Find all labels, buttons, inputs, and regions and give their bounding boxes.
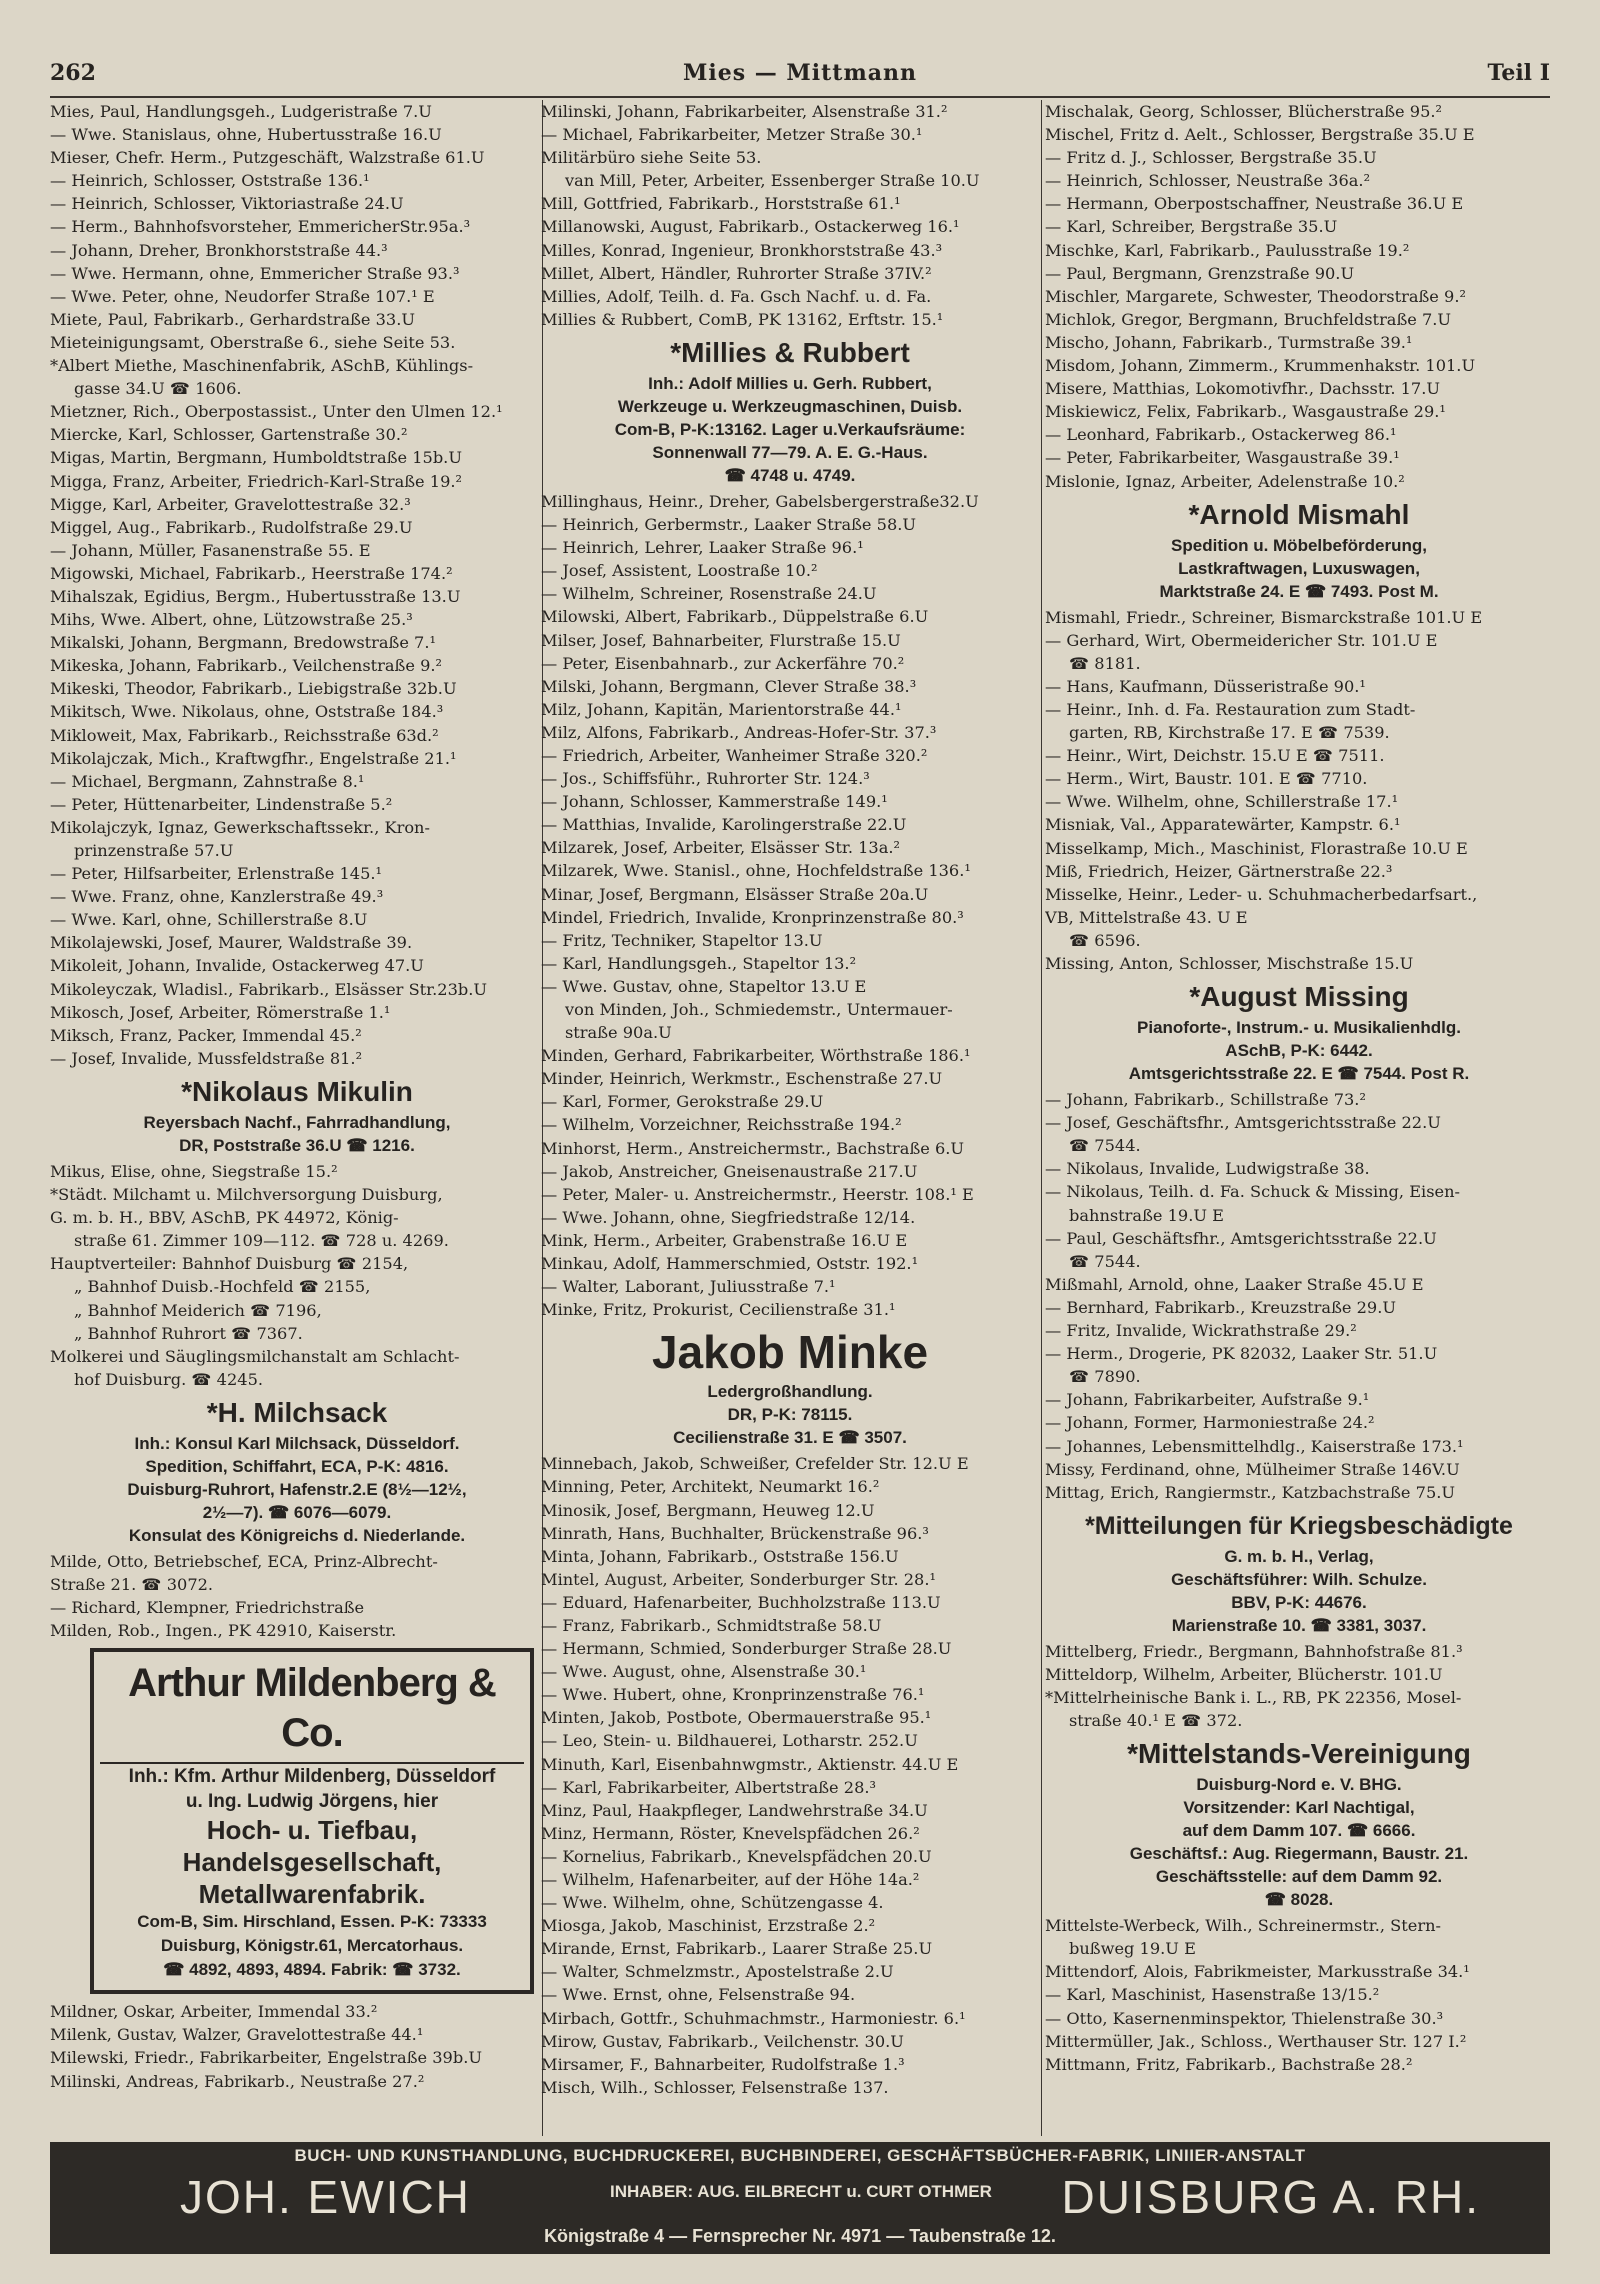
ad-title: *Arnold Mismahl	[1188, 498, 1410, 530]
directory-entry: Migowski, Michael, Fabrikarb., Heerstraße 174.²	[50, 563, 453, 583]
directory-entry: Minden, Gerhard, Fabrikarbeiter, Wörthstraße 186.¹	[541, 1046, 971, 1066]
directory-entry: Mischel, Fritz d. Aelt., Schlosser, Bergstraße 35.U E	[1045, 125, 1475, 145]
directory-entry: Milewski, Friedr., Fabrikarbeiter, Engelstraße 39b.U	[50, 2048, 482, 2068]
directory-entry: — Jakob, Anstreicher, Gneisenaustraße 217.U	[541, 1161, 918, 1181]
ad-title: Arthur Mildenberg & Co.	[100, 1658, 524, 1764]
directory-entry: Miete, Paul, Fabrikarb., Gerhardstraße 33.U	[50, 309, 416, 329]
ad-title: *Mittelstands-Vereinigung	[1127, 1738, 1471, 1770]
directory-entry: Minder, Heinrich, Werkmstr., Eschenstraße 27.U	[541, 1069, 943, 1089]
directory-entry: Militärbüro siehe Seite 53.	[541, 148, 762, 168]
directory-entry: — Wwe. Hubert, ohne, Kronprinzenstraße 76.¹	[541, 1685, 925, 1705]
directory-entry: — Paul, Geschäftsfhr., Amtsgerichtsstraße 22.U	[1045, 1228, 1437, 1248]
directory-entry: — Peter, Maler- u. Anstreichermstr., Heerstr. 108.¹ E	[541, 1184, 974, 1204]
ad-line: Sonnenwall 77—79. A. E. G.-Haus.	[652, 442, 928, 462]
ad-line: u. Ing. Ludwig Jörgens, hier	[185, 1791, 439, 1813]
directory-entry: Minnebach, Jakob, Schweißer, Crefelder Str. 12.U E	[541, 1454, 969, 1474]
directory-entry: — Wwe. Hermann, ohne, Emmericher Straße 93.³	[50, 263, 460, 283]
ad-line: Spedition, Schiffahrt, ECA, P-K: 4816.	[145, 1456, 449, 1476]
directory-entry: Mihs, Wwe. Albert, ohne, Lützowstraße 25.³	[50, 610, 413, 630]
directory-entry: Mittelberg, Friedr., Bergmann, Bahnhofstraße 81.³	[1045, 1641, 1463, 1661]
ad-line: Konsulat des Königreichs d. Niederlande.	[128, 1525, 466, 1545]
directory-entry: — Heinrich, Schlosser, Viktoriastraße 24.U	[50, 194, 404, 214]
entry-list	[1045, 1088, 1553, 1504]
directory-entry: Miß, Friedrich, Heizer, Gärtnerstraße 22.³	[1045, 861, 1393, 881]
directory-entry: — Fritz d. J., Schlosser, Bergstraße 35.U	[1045, 148, 1377, 168]
directory-entry: — Heinrich, Schlosser, Oststraße 136.¹	[50, 171, 370, 191]
directory-entry: Mikosch, Josef, Arbeiter, Römerstraße 1.¹	[50, 1002, 391, 1022]
ad-line: Lastkraftwagen, Luxuswagen,	[1178, 558, 1420, 578]
ad-line: Inh.: Kfm. Arthur Mildenberg, Düsseldorf	[128, 1766, 496, 1788]
page-range-title: Mies — Mittmann	[683, 60, 917, 86]
directory-entry: Mietzner, Rich., Oberpostassist., Unter den Ulmen 12.¹	[50, 402, 503, 422]
directory-entry: Mischler, Margarete, Schwester, Theodorstraße 9.²	[1045, 286, 1466, 306]
directory-entry: — Johann, Fabrikarb., Schillstraße 73.²	[1045, 1090, 1366, 1110]
directory-entry: Mies, Paul, Handlungsgeh., Ludgeristraße 7.U	[50, 102, 432, 121]
ad-line: Duisburg-Ruhrort, Hafenstr.2.E (8½—12½,	[127, 1479, 467, 1499]
directory-entry: Milz, Johann, Kapitän, Marientorstraße 44.¹	[541, 699, 902, 719]
directory-entry: Mischalak, Georg, Schlosser, Blücherstraße 95.²	[1045, 102, 1443, 121]
directory-entry: Minke, Fritz, Prokurist, Cecilienstraße 31.¹	[541, 1300, 896, 1320]
ad-line: Com-B, P-K:13162. Lager u.Verkaufsräume:	[614, 419, 966, 439]
entry-list	[1045, 606, 1553, 976]
directory-entry: — Heinrich, Lehrer, Laaker Straße 96.¹	[541, 538, 864, 558]
directory-entry: — Richard, Klempner, Friedrichstraße	[50, 1598, 365, 1618]
directory-entry: — Eduard, Hafenarbeiter, Buchholzstraße 113.U	[541, 1592, 941, 1612]
directory-entry: Millies & Rubbert, ComB, PK 13162, Erftstr. 15.¹	[541, 309, 944, 329]
ad-mildenberg	[90, 1648, 534, 1994]
entry-list	[541, 100, 1039, 331]
directory-entry: Misdom, Johann, Zimmerm., Krummenhakstr. 101.U	[1045, 356, 1476, 376]
directory-entry: Mikus, Elise, ohne, Siegstraße 15.²	[50, 1161, 338, 1181]
directory-entry: — Wwe. Wilhelm, ohne, Schützengasse 4.	[541, 1893, 884, 1913]
directory-entry: — Herm., Bahnhofsvorsteher, EmmericherStr.95a.³	[50, 217, 471, 237]
entry-list	[50, 1160, 544, 1391]
entry-list	[1045, 1914, 1553, 2076]
directory-entry: — Wwe. Franz, ohne, Kanzlerstraße 49.³	[50, 887, 384, 907]
ad-line: Inh.: Konsul Karl Milchsack, Düsseldorf.	[134, 1433, 460, 1453]
ad-line: Marienstraße 10. ☎ 3381, 3037.	[1171, 1615, 1427, 1635]
directory-entry: — Josef, Invalide, Mussfeldstraße 81.²	[50, 1048, 363, 1068]
entry-list	[1045, 100, 1553, 493]
directory-entry: VB, Mittelstraße 43. U E	[1045, 907, 1248, 927]
directory-entry: — Heinrich, Schlosser, Neustraße 36a.²	[1045, 171, 1371, 191]
directory-entry: Missing, Anton, Schlosser, Mischstraße 15.U	[1045, 954, 1414, 973]
ad-line: ☎ 4892, 4893, 4894. Fabrik: ☎ 3732.	[163, 1960, 461, 1980]
directory-entry: — Leonhard, Fabrikarb., Ostackerweg 86.¹	[1045, 425, 1397, 445]
directory-entry: Migge, Karl, Arbeiter, Gravelottestraße 32.³	[50, 494, 411, 514]
directory-entry: gasse 34.U ☎ 1606.	[74, 379, 242, 399]
ad-mittelstand	[1045, 1732, 1553, 1914]
directory-entry: bußweg 19.U E	[1069, 1939, 1196, 1959]
ad-line: Cecilienstraße 31. E ☎ 3507.	[673, 1428, 907, 1448]
ad-title: *H. Milchsack	[206, 1396, 388, 1428]
directory-entry: Mittermüller, Jak., Schloss., Werthauser Str. 127 I.²	[1045, 2031, 1467, 2051]
directory-entry: Mikolajczyk, Ignaz, Gewerkschaftssekr., Kron-	[50, 817, 430, 837]
directory-entry: — Johann, Dreher, Bronkhorststraße 44.³	[50, 240, 388, 260]
directory-entry: Mirow, Gustav, Fabrikarb., Veilchenstr. 30.U	[541, 2031, 904, 2051]
entry-list	[541, 1452, 1039, 2099]
directory-entry: — Paul, Bergmann, Grenzstraße 90.U	[1045, 263, 1355, 283]
directory-entry: Miosga, Jakob, Maschinist, Erzstraße 2.²	[541, 1916, 876, 1936]
directory-entry: von Minden, Joh., Schmiedemstr., Untermauer-	[565, 1000, 953, 1019]
directory-entry: — Peter, Fabrikarbeiter, Wasgaustraße 39.¹	[1045, 448, 1400, 468]
directory-entry: — Wwe. Peter, ohne, Neudorfer Straße 107.¹ E	[50, 286, 435, 306]
directory-entry: Misselkamp, Mich., Maschinist, Florastraße 10.U E	[1045, 838, 1468, 858]
directory-entry: — Franz, Fabrikarb., Schmidtstraße 58.U	[541, 1615, 882, 1635]
directory-entry: Mikitsch, Wwe. Nikolaus, ohne, Oststraße 184.³	[50, 702, 444, 722]
entry-list	[50, 2000, 544, 2092]
directory-entry: — Otto, Kasernenminspektor, Thielenstraße 30.³	[1045, 2008, 1444, 2028]
directory-entry: Mittendorf, Alois, Fabrikmeister, Markusstraße 34.¹	[1045, 1962, 1470, 1982]
ad-line: Handelsgesellschaft,	[182, 1847, 442, 1878]
ad-line: Amtsgerichtsstraße 22. E ☎ 7544. Post R.	[1128, 1064, 1470, 1084]
directory-entry: — Peter, Hilfsarbeiter, Erlenstraße 145.¹	[50, 864, 383, 884]
ad-minke	[541, 1321, 1039, 1452]
directory-entry: Millinghaus, Heinr., Dreher, Gabelsbergerstraße32.U	[541, 491, 979, 511]
directory-entry: — Wilhelm, Hafenarbeiter, auf der Höhe 14a.²	[541, 1870, 920, 1889]
footer-advertisement	[50, 2142, 1550, 2254]
directory-entry: Mittelste-Werbeck, Wilh., Schreinermstr., Stern-	[1045, 1916, 1441, 1936]
ad-line: ASchB, P-K: 6442.	[1225, 1041, 1373, 1061]
ad-milchsack	[50, 1391, 544, 1550]
directory-entry: Miggel, Aug., Fabrikarb., Rudolfstraße 29.U	[50, 517, 413, 537]
directory-entry: Milles, Konrad, Ingenieur, Bronkhorststraße 43.³	[541, 240, 943, 260]
directory-entry: straße 90a.U	[565, 1023, 672, 1043]
ad-line: G. m. b. H., Verlag,	[1224, 1546, 1374, 1566]
directory-entry: Mildner, Oskar, Arbeiter, Immendal 33.²	[50, 2002, 378, 2022]
directory-entry: Milinski, Johann, Fabrikarbeiter, Alsenstraße 31.²	[541, 102, 948, 121]
directory-entry: „ Bahnhof Meiderich ☎ 7196,	[74, 1300, 322, 1320]
directory-entry: — Hermann, Oberpostschaffner, Neustraße 36.U E	[1045, 194, 1464, 214]
directory-entry: Mindel, Friedrich, Invalide, Kronprinzenstraße 80.³	[541, 907, 964, 927]
directory-entry: — Fritz, Invalide, Wickrathstraße 29.²	[1045, 1321, 1357, 1341]
directory-entry: Missy, Ferdinand, ohne, Mülheimer Straße 146V.U	[1045, 1459, 1460, 1479]
directory-entry: Mismahl, Friedr., Schreiner, Bismarckstraße 101.U E	[1045, 607, 1483, 627]
page-header	[50, 58, 1550, 98]
ad-line: ☎ 8028.	[1264, 1890, 1334, 1910]
footer-city: DUISBURG A. RH.	[1061, 2171, 1480, 2223]
ad-line: Marktstraße 24. E ☎ 7493. Post M.	[1159, 581, 1439, 601]
ad-line: Ledergroßhandlung.	[707, 1382, 873, 1402]
directory-entry: ☎ 6596.	[1069, 930, 1141, 950]
column-3	[1045, 100, 1553, 2136]
ad-line: 2½—7). ☎ 6076—6079.	[202, 1502, 392, 1522]
directory-entry: — Peter, Eisenbahnarb., zur Ackerfähre 70.²	[541, 653, 905, 673]
directory-entry: Mikloweit, Max, Fabrikarb., Reichsstraße 63d.²	[50, 725, 439, 745]
directory-entry: — Wwe. Karl, ohne, Schillerstraße 8.U	[50, 910, 368, 930]
footer-company-name: JOH. EWICH	[180, 2171, 471, 2223]
directory-entry: Migga, Franz, Arbeiter, Friedrich-Karl-Straße 19.²	[50, 471, 463, 491]
directory-entry: Mieteinigungsamt, Oberstraße 6., siehe Seite 53.	[50, 332, 456, 352]
directory-entry: — Wilhelm, Vorzeichner, Reichsstraße 194.²	[541, 1115, 902, 1135]
directory-entry: Mikolajewski, Josef, Maurer, Waldstraße 39.	[50, 933, 413, 953]
directory-entry: — Johann, Former, Harmoniestraße 24.²	[1045, 1413, 1375, 1433]
ad-title: *August Missing	[1189, 981, 1409, 1013]
ad-title: *Nikolaus Mikulin	[181, 1075, 413, 1107]
ad-line: DR, P-K: 78115.	[727, 1405, 853, 1425]
ad-millies-rubbert	[541, 331, 1039, 490]
directory-entry: Minta, Johann, Fabrikarb., Oststraße 156.U	[541, 1546, 899, 1566]
directory-entry: Mieser, Chefr. Herm., Putzgeschäft, Walzstraße 61.U	[50, 148, 485, 168]
directory-entry: Mill, Gottfried, Fabrikarb., Horststraße 61.¹	[541, 194, 901, 214]
column-rule	[1041, 100, 1042, 2136]
directory-entry: Misselke, Heinr., Leder- u. Schuhmacherbedarfsart.,	[1045, 884, 1478, 904]
directory-entry: Milzarek, Wwe. Stanisl., ohne, Hochfeldstraße 136.¹	[541, 861, 971, 881]
directory-entry: Miksch, Franz, Packer, Immendal 45.²	[50, 1025, 362, 1045]
directory-entry: Molkerei und Säuglingsmilchanstalt am Schlacht-	[50, 1346, 460, 1366]
column-1	[50, 100, 544, 2136]
directory-entry: Milzarek, Josef, Arbeiter, Elsässer Str. 13a.²	[541, 838, 900, 858]
directory-entry: Mikolajczak, Mich., Kraftwgfhr., Engelstraße 21.¹	[50, 748, 457, 768]
directory-entry: Misch, Wilh., Schlosser, Felsenstraße 137.	[541, 2077, 889, 2097]
directory-entry: — Josef, Assistent, Loostraße 10.²	[541, 561, 818, 581]
directory-entry: — Wwe. Johann, ohne, Siegfriedstraße 12/14.	[541, 1207, 916, 1227]
footer-address: Königstraße 4 — Fernsprecher Nr. 4971 — Taubenstraße 12.	[544, 2226, 1056, 2246]
directory-entry: — Johann, Schlosser, Kammerstraße 149.¹	[541, 792, 888, 812]
directory-entry: Milski, Johann, Bergmann, Clever Straße 38.³	[541, 676, 917, 696]
directory-entry: — Johann, Müller, Fasanenstraße 55. E	[50, 540, 371, 560]
directory-entry: Milser, Josef, Bahnarbeiter, Flurstraße 15.U	[541, 630, 901, 650]
directory-entry: — Kornelius, Fabrikarb., Knevelspfädchen 20.U	[541, 1846, 932, 1866]
directory-entry: Milenk, Gustav, Walzer, Gravelottestraße 44.¹	[50, 2025, 424, 2045]
directory-entry: — Michael, Fabrikarbeiter, Metzer Straße 30.¹	[541, 125, 923, 145]
footer-owners: INHABER: AUG. EILBRECHT u. CURT OTHMER	[610, 2182, 992, 2201]
directory-entry: — Fritz, Techniker, Stapeltor 13.U	[541, 930, 823, 950]
ad-line: ☎ 4748 u. 4749.	[724, 465, 856, 485]
directory-entry: Milinski, Andreas, Fabrikarb., Neustraße 27.²	[50, 2071, 425, 2091]
directory-entry: — Walter, Laborant, Juliusstraße 7.¹	[541, 1277, 836, 1297]
ad-line: DR, Poststraße 36.U ☎ 1216.	[179, 1135, 415, 1155]
ad-line: Duisburg, Königstr.61, Mercatorhaus.	[160, 1936, 464, 1956]
directory-entry: Millies, Adolf, Teilh. d. Fa. Gsch Nachf. u. d. Fa.	[541, 286, 932, 306]
directory-entry: — Wwe. Stanislaus, ohne, Hubertusstraße 16.U	[50, 125, 442, 145]
directory-entry: Minuth, Karl, Eisenbahnwgmstr., Aktienstr. 44.U E	[541, 1754, 959, 1774]
directory-entry: Mink, Herm., Arbeiter, Grabenstraße 16.U E	[541, 1230, 908, 1250]
directory-entry: *Städt. Milchamt u. Milchversorgung Duisburg,	[50, 1185, 443, 1205]
directory-entry: — Herm., Wirt, Baustr. 101. E ☎ 7710.	[1045, 769, 1368, 789]
directory-entry: Miercke, Karl, Schlosser, Gartenstraße 30.²	[50, 425, 408, 445]
directory-entry: „ Bahnhof Duisb.-Hochfeld ☎ 2155,	[74, 1277, 371, 1297]
directory-entry: Mikeski, Theodor, Fabrikarb., Liebigstraße 32b.U	[50, 679, 457, 699]
directory-entry: — Karl, Fabrikarbeiter, Albertstraße 28.³	[541, 1777, 877, 1797]
directory-entry: straße 61. Zimmer 109—112. ☎ 728 u. 4269.	[74, 1231, 449, 1251]
directory-entry: Minz, Paul, Haakpfleger, Landwehrstraße 34.U	[541, 1800, 928, 1820]
directory-entry: — Karl, Handlungsgeh., Stapeltor 13.²	[541, 953, 857, 973]
ad-line: Metallwarenfabrik.	[198, 1879, 426, 1910]
directory-entry: Mislonie, Ignaz, Arbeiter, Adelenstraße 10.²	[1045, 471, 1405, 491]
directory-entry: Minten, Jakob, Postbote, Obermauerstraße 95.¹	[541, 1708, 932, 1728]
ad-line: Geschäftsstelle: auf dem Damm 92.	[1155, 1867, 1443, 1887]
ad-line: Geschäftsführer: Wilh. Schulze.	[1171, 1569, 1427, 1589]
directory-entry: — Nikolaus, Teilh. d. Fa. Schuck & Missing, Eisen-	[1045, 1182, 1460, 1202]
directory-entry: Migas, Martin, Bergmann, Humboldtstraße 15b.U	[50, 448, 462, 468]
directory-entry: Minar, Josef, Bergmann, Elsässer Straße 20a.U	[541, 884, 929, 904]
directory-entry: Minrath, Hans, Buchhalter, Brückenstraße 96.³	[541, 1523, 929, 1543]
directory-entry: — Bernhard, Fabrikarb., Kreuzstraße 29.U	[1045, 1297, 1396, 1317]
entry-list	[1045, 1640, 1553, 1732]
page-part: Teil I	[1487, 60, 1550, 86]
directory-entry: Mittmann, Fritz, Fabrikarb., Bachstraße 28.²	[1045, 2054, 1413, 2074]
ad-line: Com-B, Sim. Hirschland, Essen. P-K: 73333	[137, 1912, 487, 1932]
directory-entry: — Friedrich, Arbeiter, Wanheimer Straße 320.²	[541, 745, 928, 765]
directory-entry: Milde, Otto, Betriebschef, ECA, Prinz-Albrecht-	[50, 1551, 438, 1571]
directory-entry: Straße 21. ☎ 3072.	[50, 1574, 214, 1594]
ad-mitteilungen	[1045, 1504, 1553, 1640]
directory-entry: Mikoleyczak, Wladisl., Fabrikarb., Elsässer Str.23b.U	[50, 979, 488, 999]
directory-entry: Mikoleit, Johann, Invalide, Ostackerweg 47.U	[50, 956, 424, 976]
directory-entry: *Mittelrheinische Bank i. L., RB, PK 22356, Mosel-	[1045, 1687, 1462, 1707]
directory-entry: — Wwe. Ernst, ohne, Felsenstraße 94.	[541, 1985, 856, 2005]
column-2	[541, 100, 1039, 2136]
directory-entry: — Leo, Stein- u. Bildhauerei, Lotharstr. 252.U	[541, 1731, 918, 1751]
directory-entry: — Heinr., Inh. d. Fa. Restauration zum Stadt-	[1045, 699, 1416, 719]
ad-title: *Mitteilungen für Kriegsbeschädigte	[1085, 1511, 1513, 1540]
directory-entry: Mittag, Erich, Rangiermstr., Katzbachstraße 75.U	[1045, 1482, 1456, 1502]
entry-list	[50, 100, 544, 1070]
page-number: 262	[50, 60, 96, 86]
directory-entry: Mitteldorp, Wilhelm, Arbeiter, Blücherstr. 101.U	[1045, 1664, 1443, 1684]
directory-entry: Minosik, Josef, Bergmann, Heuweg 12.U	[541, 1500, 875, 1520]
directory-entry: Milz, Alfons, Fabrikarb., Andreas-Hofer-Str. 37.³	[541, 722, 937, 742]
ad-line: Inh.: Adolf Millies u. Gerh. Rubbert,	[648, 373, 932, 393]
directory-entry: — Peter, Hüttenarbeiter, Lindenstraße 5.²	[50, 794, 393, 814]
directory-entry: Mintel, August, Arbeiter, Sonderburger Str. 28.¹	[541, 1569, 936, 1589]
directory-entry: — Heinrich, Gerbermstr., Laaker Straße 58.U	[541, 515, 917, 535]
directory-entry: — Michael, Bergmann, Zahnstraße 8.¹	[50, 771, 365, 791]
directory-entry: Misniak, Val., Apparatewärter, Kampstr. 6.¹	[1045, 815, 1401, 835]
directory-entry: Minning, Peter, Architekt, Neumarkt 16.²	[541, 1477, 880, 1497]
directory-entry: Misere, Matthias, Lokomotivfhr., Dachsstr. 17.U	[1045, 379, 1440, 399]
directory-entry: — Hans, Kaufmann, Düsseristraße 90.¹	[1045, 676, 1366, 696]
directory-entry: Miskiewicz, Felix, Fabrikarb., Wasgaustraße 29.¹	[1045, 402, 1446, 422]
directory-entry: Mirsamer, F., Bahnarbeiter, Rudolfstraße 1.³	[541, 2054, 905, 2074]
directory-entry: Milowski, Albert, Fabrikarb., Düppelstraße 6.U	[541, 607, 929, 627]
ad-missing	[1045, 975, 1553, 1088]
ad-line: Vorsitzender: Karl Nachtigal,	[1183, 1798, 1415, 1818]
directory-entry: *Albert Miethe, Maschinenfabrik, ASchB, Kühlings-	[50, 356, 474, 376]
directory-entry: Minz, Hermann, Röster, Knevelspfädchen 26.²	[541, 1823, 920, 1843]
directory-entry: — Johann, Fabrikarbeiter, Aufstraße 9.¹	[1045, 1390, 1370, 1410]
ad-mikulin	[50, 1070, 544, 1160]
directory-entry: — Josef, Geschäftsfhr., Amtsgerichtsstraße 22.U	[1045, 1113, 1441, 1133]
directory-entry: Mirbach, Gottfr., Schuhmachmstr., Harmoniestr. 6.¹	[541, 2008, 966, 2028]
directory-entry: — Johannes, Lebensmittelhdlg., Kaiserstraße 173.¹	[1045, 1436, 1464, 1456]
entry-list	[541, 490, 1039, 1321]
entry-list	[50, 1550, 544, 1642]
directory-entry: Mißmahl, Arnold, ohne, Laaker Straße 45.U E	[1045, 1274, 1424, 1294]
ad-line: BBV, P-K: 44676.	[1231, 1592, 1367, 1612]
directory-entry: — Wwe. Wilhelm, ohne, Schillerstraße 17.¹	[1045, 792, 1399, 812]
directory-entry: — Wwe. Gustav, ohne, Stapeltor 13.U E	[541, 976, 867, 996]
directory-entry: — Karl, Former, Gerokstraße 29.U	[541, 1092, 824, 1112]
directory-entry: — Nikolaus, Invalide, Ludwigstraße 38.	[1045, 1159, 1370, 1179]
ad-mismahl	[1045, 493, 1553, 606]
directory-entry: „ Bahnhof Ruhrort ☎ 7367.	[74, 1323, 303, 1343]
directory-entry: — Jos., Schiffsführ., Ruhrorter Str. 124.³	[541, 769, 870, 789]
directory-entry: — Gerhard, Wirt, Obermeidericher Str. 101.U E	[1045, 630, 1438, 650]
ad-line: Werkzeuge u. Werkzeugmaschinen, Duisb.	[617, 396, 963, 416]
directory-entry: — Karl, Schreiber, Bergstraße 35.U	[1045, 217, 1338, 237]
directory-entry: Millanowski, August, Fabrikarb., Ostackerweg 16.¹	[541, 217, 960, 237]
directory-entry: Mischke, Karl, Fabrikarb., Paulusstraße 19.²	[1045, 240, 1410, 260]
directory-entry: bahnstraße 19.U E	[1069, 1205, 1224, 1225]
directory-entry: Hauptverteiler: Bahnhof Duisburg ☎ 2154,	[50, 1254, 409, 1274]
directory-entry: Minkau, Adolf, Hammerschmied, Oststr. 192.¹	[541, 1254, 919, 1274]
directory-entry: straße 40.¹ E ☎ 372.	[1069, 1711, 1243, 1731]
directory-entry: ☎ 8181.	[1069, 653, 1141, 673]
directory-entry: Minhorst, Herm., Anstreichermstr., Bachstraße 6.U	[541, 1138, 965, 1158]
directory-entry: G. m. b. H., BBV, ASchB, PK 44972, König-	[50, 1208, 399, 1228]
directory-entry: garten, RB, Kirchstraße 17. E ☎ 7539.	[1069, 723, 1390, 743]
directory-entry: — Wwe. August, ohne, Alsenstraße 30.¹	[541, 1662, 867, 1682]
directory-entry: — Wilhelm, Schreiner, Rosenstraße 24.U	[541, 584, 877, 604]
directory-entry: Mischo, Johann, Fabrikarb., Turmstraße 39.¹	[1045, 332, 1413, 352]
directory-entry: Mihalszak, Egidius, Bergm., Hubertusstraße 13.U	[50, 586, 461, 606]
ad-line: Pianoforte-, Instrum.- u. Musikalienhdlg.	[1137, 1018, 1461, 1038]
directory-entry: Michlok, Gregor, Bergmann, Bruchfeldstraße 7.U	[1045, 309, 1452, 329]
footer-services: BUCH- UND KUNSTHANDLUNG, BUCHDRUCKEREI, BUCHBINDEREI, GESCHÄFTSBÜCHER-FABRIK, LINIIER-ANSTALT	[294, 2146, 1306, 2165]
directory-entry: Millet, Albert, Händler, Ruhrorter Straße 37IV.²	[541, 263, 932, 283]
directory-entry: — Herm., Drogerie, PK 82032, Laaker Str. 51.U	[1045, 1344, 1438, 1364]
directory-entry: Mikalski, Johann, Bergmann, Bredowstraße 7.¹	[50, 633, 436, 653]
directory-entry: — Walter, Schmelzmstr., Apostelstraße 2.U	[541, 1962, 894, 1982]
ad-line: Hoch- u. Tiefbau,	[206, 1815, 418, 1846]
ad-title: Jakob Minke	[651, 1326, 929, 1379]
directory-entry: — Hermann, Schmied, Sonderburger Straße 28.U	[541, 1639, 952, 1659]
ad-line: Duisburg-Nord e. V. BHG.	[1196, 1775, 1402, 1795]
ad-line: auf dem Damm 107. ☎ 6666.	[1182, 1821, 1416, 1841]
directory-entry: Mirande, Ernst, Fabrikarb., Laarer Straße 25.U	[541, 1939, 933, 1959]
directory-entry: prinzenstraße 57.U	[74, 841, 234, 860]
ad-line: Spedition u. Möbelbeförderung,	[1171, 535, 1427, 555]
directory-entry: Milden, Rob., Ingen., PK 42910, Kaiserstr.	[50, 1621, 397, 1641]
directory-entry: ☎ 7544.	[1069, 1251, 1141, 1271]
ad-line: Geschäftsf.: Aug. Riegermann, Baustr. 21.	[1129, 1844, 1469, 1864]
directory-entry: — Heinr., Wirt, Deichstr. 15.U E ☎ 7511.	[1045, 746, 1385, 766]
directory-entry: — Karl, Maschinist, Hasenstraße 13/15.²	[1045, 1985, 1380, 2005]
ad-line: Reyersbach Nachf., Fahrradhandlung,	[143, 1112, 451, 1132]
directory-entry: van Mill, Peter, Arbeiter, Essenberger Straße 10.U	[565, 171, 980, 191]
directory-entry: hof Duisburg. ☎ 4245.	[74, 1369, 264, 1389]
directory-entry: ☎ 7544.	[1069, 1136, 1141, 1156]
directory-entry: — Matthias, Invalide, Karolingerstraße 22.U	[541, 815, 907, 835]
directory-entry: ☎ 7890.	[1069, 1367, 1141, 1387]
ad-title: *Millies & Rubbert	[670, 336, 910, 368]
directory-entry: Mikeska, Johann, Fabrikarb., Veilchenstraße 9.²	[50, 656, 443, 676]
